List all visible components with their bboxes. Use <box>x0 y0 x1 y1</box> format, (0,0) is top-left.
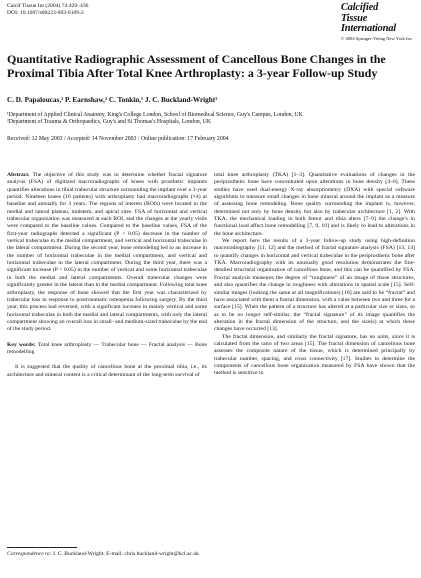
keywords-text: Total knee arthroplasty — Trabecular bone — Fractal analysis — Bone remodelling <box>7 341 207 355</box>
article-title: Quantitative Radiographic Assessment of Cancellous Bone Changes in the Proximal Tibia After Total Knee Arthroplasty: a 3-year Follow-up Study <box>7 52 386 80</box>
body-paragraph-3: The fractal dimension, and similarly the fractal signature, has no units, since it is calculated from the ratio of two areas [15]. The fractal dimension of cancellous bone assesses the composite nature of the tissue, which is determined principally by trabecular number, spacing, and cross connectivity [17]. Studies to determine the components of cancellous bone organization measured by FSA have shown that the method is sensitive to <box>214 333 415 377</box>
affiliation-1: ¹Department of Applied Clinical Anatomy, King's College London, School of Biomedical Science, Guy's Campus, London, UK <box>7 112 303 118</box>
author-list: C. D. Papaloucas,¹ P. Earnshaw,² C. Tonkin,¹ J. C. Buckland-Wright¹ <box>7 96 218 104</box>
affiliations <box>7 112 303 127</box>
journal-header <box>7 3 88 16</box>
right-column <box>214 172 415 378</box>
logo-line-2: Tissue <box>340 12 368 24</box>
footnote-rule <box>7 547 77 548</box>
journal-logo <box>341 3 413 42</box>
body-paragraph-2: We report here the results of a 3-year follow-up study using high-definition macroradiography [11, 12] and the method of fractal signature analysis (FSA) [13, 14] to quantify changes in horizontal and vertical trabeculae in the periprosthetic bone after TKA. Macroradiography with its unusually good resolution demonstrates the fine-detailed structural organization of cancellous bone, and this can be quantified by FSA. Fractal analysis measures the degree of “roughness” of an image of those structures, and also quantifies the change in roughness with alterations in spatial scale [15]. Self-similar images (looking the same at all magnifications) [16] are said to be “fractal” and have associated with them a fractal dimension, with a value between two and three for a surface [15]. When the pattern of a structure has altered at a particular size or sizes, so as to be no longer self-similar, the “fractal signature” of its image quantifies the alteration in the fractal dimension of the structure, and the size(s) at which those changes have occurred [13]. <box>214 238 415 333</box>
correspondence-text: J. C. Buckland-Wright; E-mail: chris.buckland-wright@kcl.ac.uk <box>52 551 199 557</box>
keywords <box>7 342 207 357</box>
keywords-label: Key words: <box>7 341 36 348</box>
body-paragraph-1: total knee arthroplasty (TKA) [1–3]. Quantitative evaluations of changes in the periprosthetic bone have concentrated upon alterations in bone density [4–6]. These studies have used dual-energy X-ray absorptiometry (DXA) with special software algorithms to measure small changes in bone mineral around the implant as a measure of assessing bone remodeling. Bone quality surrounding the implant is, however, determined not only by bone density but also by trabecular architecture [1, 2]. With TKA, the mechanical loading in both femur and tibia alters [7–9] the change's in functional load affect bone remodelling [7, 9, 10] and is likely to lead to alterations in the bone architecture. <box>214 172 415 237</box>
intro-paragraph: It is suggested that the quality of cancellous bone at the proximal tibia, i.e., its architecture and mineral content is a critical determinant of the long-term survival of <box>7 364 207 378</box>
correspondence-label: Correspondence to: <box>7 551 52 557</box>
logo-line-3: International <box>340 23 396 34</box>
affiliation-2: ²Department of Trauma & Orthopaedics, Guy's and St Thomas's Hospitals, London, UK <box>7 119 212 126</box>
logo-copyright: © 2004 Springer-Verlag New York Inc. <box>340 35 413 41</box>
publication-dates: Received: 12 May 2003 / Accepted: 14 November 2003 / Online publication: 17 February 2004 <box>7 136 229 142</box>
logo-line-1: Calcified <box>340 2 379 13</box>
correspondence-footnote <box>7 547 207 558</box>
abstract-label: Abstract. <box>7 172 30 178</box>
abstract-text: The objective of this study was to determine whether fractal signature analysis (FSA) of digitized macroradiographs of knees with prosthetic implants quantifies alterations in tibial trabecular structure surrounding the implant over a 3-year period. Nineteen knees (16 patients) with arthroplasty had macroradiographs (×4) at baseline and annually for 3 years. The regions of interest (ROIs) were located in the medial and lateral plateau, midstem, and apical sites. FSA of horizontal and vertical trabecular organization was measured at each ROI, and the changes at the yearly visits were compared to the baseline values. Compared to the baseline values, FSA of the first-year radiographs detected a significant (P < 0.05) decrease in the number of vertical trabeculae in the medial compartment, and vertical and horizontal trabeculae in the lateral compartment. During the second year, bone remodeling led to an increase in the number of horizontal trabeculae in the medial compartment, and vertical and horizontal trabeculae in the lateral compartment. During the third year, there was a significant increase (P < 0.05) in the number of vertical and some horizontal trabeculae in both the medial and lateral compartments. Overall trabecular changes were significantly greater in the lateral than in the medial compartment. Following total knee arthroplasty, the response of bone showed that the first year was characterized by trabecular loss in response to posttraumatic osteopenia following surgery. By the third year, this process had reversed, with a significant increase in mainly vertical and some horizontal trabeculae in both the medial and lateral compartments, with only the lateral compartment showing an overall loss in small- and medium-sized trabeculae by the end of the study period. <box>7 172 207 333</box>
left-column <box>7 172 207 379</box>
abstract <box>7 172 207 334</box>
journal-citation: Calcif Tissue Int (2004) 74:429–436 <box>7 3 89 9</box>
journal-doi: DOI: 10.1007/s00223-003-0109-2 <box>7 9 84 16</box>
